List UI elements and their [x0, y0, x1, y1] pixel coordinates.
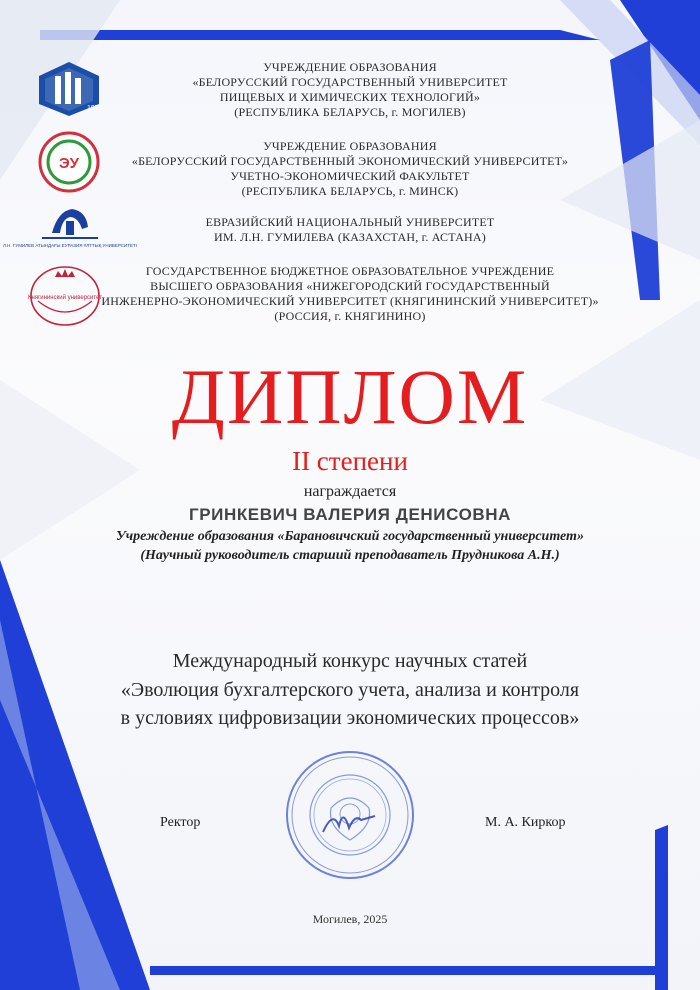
org-line: (РОССИЯ, г. КНЯГИНИНО): [274, 309, 426, 323]
svg-text:1973: 1973: [87, 105, 103, 112]
svg-text:Л.Н. ГУМИЛЕВ АТЫНДАҒЫ ЕУРАЗИЯ: Л.Н. ГУМИЛЕВ АТЫНДАҒЫ ЕУРАЗИЯ ҰЛТТЫҚ УНИВЕРСИТЕТІ: [2, 243, 138, 248]
signature-name: М. А. Киркор: [485, 815, 566, 830]
org-line: ИМ. Л.Н. ГУМИЛЕВА (КАЗАХСТАН, г. АСТАНА): [214, 230, 486, 244]
diploma-title: ДИПЛОМ: [171, 353, 529, 440]
org-line: ВЫСШЕГО ОБРАЗОВАНИЯ «НИЖЕГОРОДСКИЙ ГОСУДАРСТВЕННЫЙ: [150, 279, 550, 293]
right-bottom-bar-blue: [655, 825, 668, 990]
org-line: УЧРЕЖДЕНИЕ ОБРАЗОВАНИЯ: [263, 139, 437, 153]
org-line: ГОСУДАРСТВЕННОЕ БЮДЖЕТНОЕ ОБРАЗОВАТЕЛЬНОЕ УЧРЕЖДЕНИЕ: [145, 264, 555, 278]
contest-line: «Эволюция бухгалтерского учета, анализа и контроля: [120, 679, 580, 701]
city-year: Могилев, 2025: [312, 912, 388, 926]
org-block-1: [0, 60, 700, 120]
org-line: «БЕЛОРУССКИЙ ГОСУДАРСТВЕННЫЙ УНИВЕРСИТЕТ: [192, 75, 508, 89]
top-bar-blue: [40, 30, 600, 40]
org-block-2: [0, 139, 700, 199]
contest-line: Международный конкурс научных статей: [172, 650, 528, 672]
org-line: УЧЕТНО-ЭКОНОМИЧЕСКИЙ ФАКУЛЬТЕТ: [230, 169, 470, 183]
org-block-3: [0, 215, 700, 245]
diploma-degree: II степени: [292, 446, 408, 476]
contest-line: в условиях цифровизации экономических процессов»: [120, 707, 580, 729]
org-line: ЕВРАЗИЙСКИЙ НАЦИОНАЛЬНЫЙ УНИВЕРСИТЕТ: [205, 215, 495, 229]
svg-text:ЭУ: ЭУ: [58, 155, 80, 172]
org-block-4: [0, 264, 700, 324]
supervisor-line: (Научный руководитель старший преподаватель Прудникова А.Н.): [140, 548, 560, 563]
org-line: (РЕСПУБЛИКА БЕЛАРУСЬ, г. МИНСК): [241, 184, 459, 198]
org-line: «БЕЛОРУССКИЙ ГОСУДАРСТВЕННЫЙ ЭКОНОМИЧЕСКИЙ УНИВЕРСИТЕТ»: [131, 154, 569, 168]
recipient-name: ГРИНКЕВИЧ ВАЛЕРИЯ ДЕНИСОВНА: [188, 505, 512, 524]
recipient-institution: Учреждение образования «Барановичский государственный университет»: [116, 529, 584, 544]
signature-role: Ректор: [160, 815, 201, 830]
org-line: (РЕСПУБЛИКА БЕЛАРУСЬ, г. МОГИЛЕВ): [234, 105, 466, 119]
org-line: УЧРЕЖДЕНИЕ ОБРАЗОВАНИЯ: [263, 60, 437, 74]
svg-text:Княгининский университет: Княгининский университет: [28, 295, 102, 301]
org-line: ПИЩЕВЫХ И ХИМИЧЕСКИХ ТЕХНОЛОГИЙ»: [219, 90, 481, 104]
awarded-label: награждается: [303, 483, 397, 500]
org-line: ИНЖЕНЕРНО-ЭКОНОМИЧЕСКИЙ УНИВЕРСИТЕТ (КНЯГИНИНСКИЙ УНИВЕРСИТЕТ)»: [101, 294, 599, 308]
official-seal: [283, 748, 417, 882]
bottom-bar-blue: [150, 966, 660, 975]
